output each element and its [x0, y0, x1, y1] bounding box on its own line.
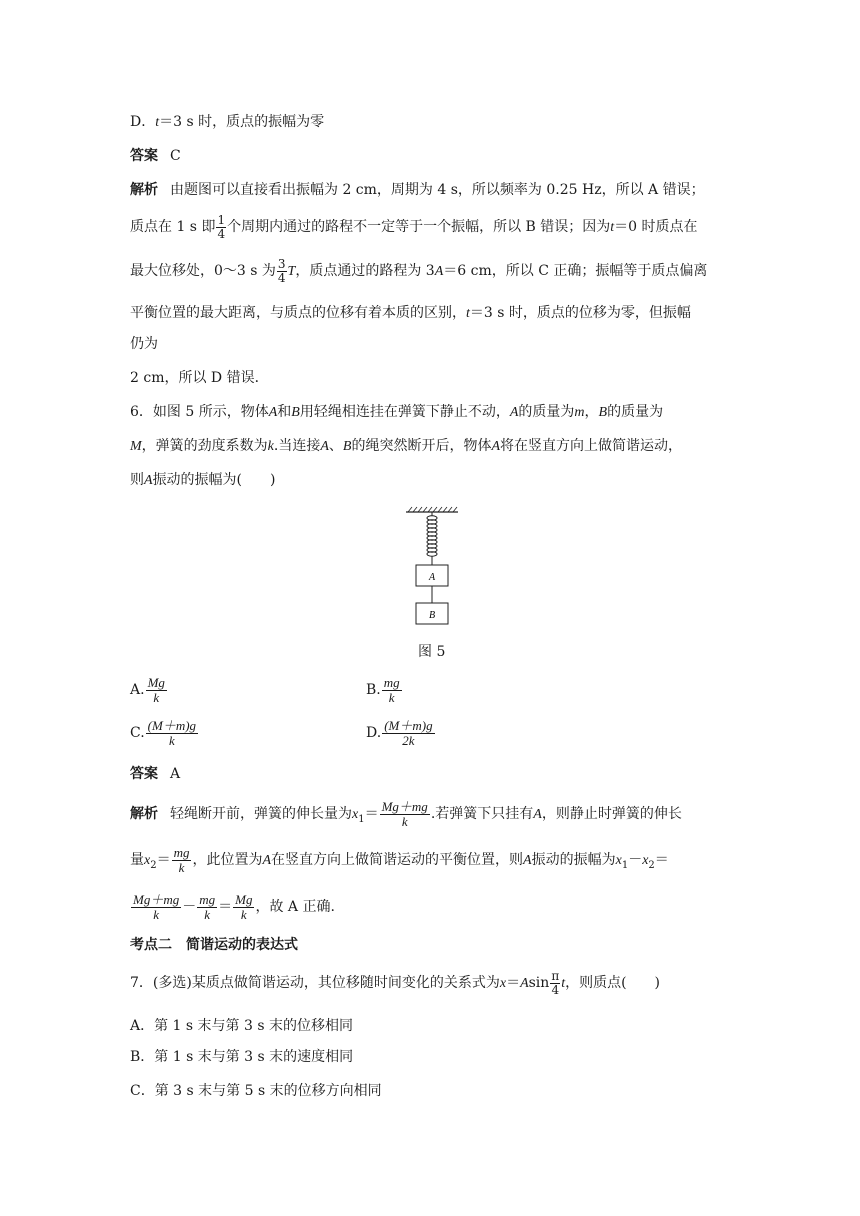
fraction-denominator: k	[401, 813, 408, 829]
question-7-option-c: C．第 3 s 末与第 5 s 末的位移方向相同	[130, 1083, 382, 1099]
analysis-label: 解析	[130, 182, 158, 198]
fraction	[550, 970, 560, 996]
var-t: t	[610, 220, 615, 236]
analysis-line-1	[130, 180, 705, 200]
fraction-denominator: k	[168, 732, 175, 748]
var-T: T	[287, 264, 296, 280]
analysis-line-2	[130, 214, 698, 240]
fraction-denominator: 4	[551, 982, 560, 997]
section-heading: 考点二 简谐运动的表达式	[130, 937, 298, 953]
question-6-stem-1	[130, 402, 663, 423]
var-A: A	[434, 264, 444, 280]
fraction-numerator: π	[551, 969, 560, 983]
stem-text: ＝	[506, 975, 521, 992]
stem-text: 用轻绳相连挂在弹簧下静止不动，	[299, 404, 510, 420]
subscript: 1	[621, 859, 629, 871]
analysis-line-3	[130, 258, 707, 284]
stem-text: 将在竖直方向上做简谐运动，	[500, 438, 683, 454]
fraction-numerator: Mg	[235, 892, 253, 907]
option-text: ＝3 s 时，质点的振幅为零	[159, 114, 325, 130]
block-a-label: A	[428, 572, 436, 583]
subscript: 2	[150, 859, 157, 871]
figure-caption: 图 5	[418, 644, 446, 660]
analysis-text: 由题图可以直接看出振幅为 2 cm，周期为 4 s，所以频率为 0.25 Hz，所以 A 错误；	[170, 182, 705, 198]
var-t: t	[561, 976, 566, 992]
answer-line	[130, 764, 180, 784]
answer-label: 答案	[130, 148, 158, 164]
analysis-line-4	[130, 303, 691, 324]
answer-label: 答案	[130, 766, 158, 782]
analysis-text: 个周期内通过的路程不一定等于一个振幅，所以 B 错误；因为	[227, 219, 611, 236]
analysis-line-3	[130, 893, 335, 921]
stem-text: ，	[584, 404, 599, 420]
fraction-denominator: k	[388, 689, 395, 705]
var-A: A	[144, 473, 153, 488]
var-M: M	[130, 439, 142, 454]
analysis-label: 解析	[130, 806, 158, 823]
answer-value: C	[170, 148, 181, 164]
fraction	[172, 846, 192, 874]
fraction-denominator: 4	[217, 226, 226, 241]
var-B: B	[342, 439, 352, 454]
option-c	[130, 719, 199, 747]
fraction-denominator: 2k	[402, 732, 415, 748]
var-A: A	[509, 405, 519, 420]
fraction	[382, 676, 402, 704]
var-B: B	[598, 405, 608, 420]
fraction-numerator: (M＋m)g	[147, 718, 197, 733]
option-label: A.	[130, 682, 145, 699]
stem-text: 的绳突然断开后，物体	[351, 438, 492, 454]
var-A: A	[533, 807, 542, 823]
answer-value: A	[170, 766, 181, 782]
fraction	[380, 800, 430, 828]
analysis-text: 平衡位置的最大距离，与质点的位移有着本质的区别，	[130, 305, 466, 321]
block-b-label: B	[428, 610, 436, 621]
var-x: x	[144, 853, 151, 869]
fraction	[131, 893, 181, 921]
analysis-line-2	[130, 846, 669, 876]
stem-text: 和	[277, 404, 292, 420]
fraction-numerator: mg	[199, 892, 216, 907]
analysis-text: 仍为	[130, 336, 158, 352]
var-x: x	[642, 853, 649, 869]
var-A: A	[268, 405, 278, 420]
analysis-text: 质点在 1 s 即	[130, 219, 216, 236]
stem-text: 6．如图 5 所示，物体	[130, 404, 269, 420]
fraction-denominator: 4	[277, 270, 286, 285]
fraction-denominator: k	[240, 906, 247, 922]
var-A: A	[523, 853, 532, 869]
fraction	[382, 719, 434, 747]
analysis-text: 在竖直方向上做简谐运动的平衡位置，则	[271, 852, 524, 869]
analysis-text: －	[182, 899, 197, 916]
spring	[427, 512, 437, 565]
var-t: t	[155, 115, 160, 130]
fraction-numerator: mg	[173, 845, 190, 860]
analysis-text: 量	[130, 852, 144, 869]
fraction-denominator: k	[153, 689, 160, 705]
fraction	[146, 719, 198, 747]
stem-text: 7．(多选)某质点做简谐运动，其位移随时间变化的关系式为	[130, 975, 500, 992]
fraction-numerator: Mg	[147, 675, 165, 690]
var-k: k	[267, 439, 274, 454]
fraction-denominator: k	[153, 906, 159, 922]
analysis-text: ＝	[156, 852, 171, 869]
question-7-stem	[130, 970, 660, 996]
analysis-text: ＝3 s 时，质点的位移为零，但振幅	[469, 305, 691, 321]
option-label: D.	[366, 725, 382, 742]
stem-text: 则	[130, 472, 144, 488]
analysis-line-6	[130, 368, 269, 388]
analysis-text: ＝0 时质点在	[614, 219, 698, 236]
stem-text: 、	[328, 438, 343, 454]
analysis-text: ＝	[364, 806, 379, 823]
fraction	[216, 214, 226, 240]
fraction-numerator: 1	[217, 213, 226, 227]
question-6-stem-3	[130, 470, 276, 491]
var-m: m	[574, 405, 585, 420]
fraction-numerator: 3	[277, 257, 286, 271]
stem-text: 的质量为	[607, 404, 664, 420]
fraction	[277, 258, 287, 284]
stem-text: .当连接	[273, 438, 321, 454]
analysis-text: －	[628, 852, 643, 869]
analysis-text: ＝6 cm，所以 C 正确；振幅等于质点偏离	[443, 263, 708, 280]
var-A: A	[520, 976, 529, 992]
analysis-text: 最大位移处，0～3 s 为	[130, 263, 276, 280]
stem-text: 振动的振幅为( )	[152, 472, 276, 488]
analysis-text: ，质点通过的路程为 3	[295, 263, 435, 280]
var-x: x	[615, 853, 622, 869]
fraction-numerator: Mg＋mg	[133, 892, 180, 907]
analysis-text: ，此位置为	[192, 852, 263, 869]
option-label: B.	[366, 682, 381, 699]
option-a	[130, 676, 168, 704]
option-label: C.	[130, 725, 145, 742]
analysis-line-1	[130, 800, 682, 830]
var-x: x	[352, 807, 359, 823]
var-x: x	[499, 976, 507, 992]
subscript: 2	[648, 859, 655, 871]
analysis-text: ＝	[654, 852, 669, 869]
answer-line	[130, 146, 181, 166]
var-A: A	[262, 853, 272, 869]
fraction-numerator: (M＋m)g	[384, 718, 433, 733]
question-6-stem-2	[130, 436, 682, 457]
analysis-text: ，则静止时弹簧的伸长	[541, 806, 682, 823]
question-7-option-b: B．第 1 s 末与第 3 s 末的速度相同	[130, 1049, 354, 1065]
fraction-numerator: Mg＋mg	[381, 799, 428, 814]
ceiling	[406, 507, 458, 512]
option-b	[366, 676, 403, 704]
spring-figure	[400, 505, 464, 630]
sin-function: sin	[528, 975, 550, 992]
analysis-line-5	[130, 334, 158, 354]
stem-text: 的质量为	[518, 404, 575, 420]
analysis-text: 振动的振幅为	[531, 852, 616, 869]
var-A: A	[320, 439, 329, 454]
fraction-numerator: mg	[383, 675, 400, 690]
analysis-text: 2 cm，所以 D 错误．	[130, 370, 269, 386]
question-7-option-a: A．第 1 s 末与第 3 s 末的位移相同	[130, 1018, 353, 1034]
option-d	[366, 719, 436, 747]
analysis-text: 轻绳断开前，弹簧的伸长量为	[170, 806, 352, 823]
fraction-denominator: k	[204, 906, 211, 922]
var-A: A	[491, 439, 501, 454]
analysis-text: ＝	[218, 899, 233, 916]
analysis-text: .若弹簧下只挂有	[430, 806, 534, 823]
fraction	[233, 893, 254, 921]
var-t: t	[466, 306, 470, 321]
stem-text: ，弹簧的劲度系数为	[141, 438, 268, 454]
fraction	[197, 893, 217, 921]
stem-text: ，则质点( )	[565, 975, 661, 992]
fraction	[146, 676, 167, 704]
fraction-denominator: k	[178, 859, 185, 875]
subscript: 1	[358, 813, 365, 825]
var-B: B	[291, 405, 300, 420]
analysis-text: ，故 A 正确.	[255, 899, 335, 916]
option-label: D．	[130, 114, 156, 130]
option-d-line	[130, 112, 324, 133]
